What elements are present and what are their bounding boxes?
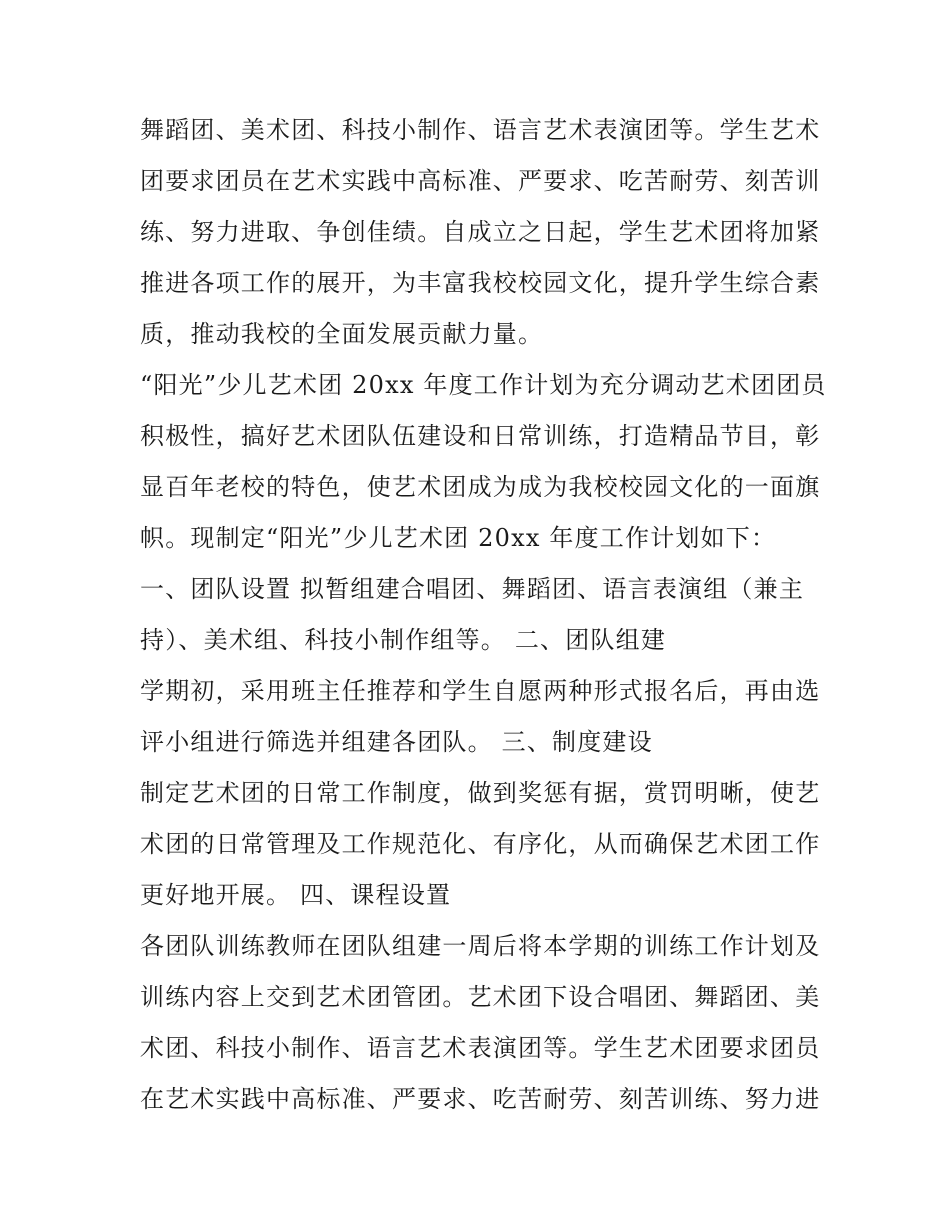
text-line-20: 在艺术实践中高标准、严要求、吃苦耐劳、刻苦训练、努力进 bbox=[140, 1085, 821, 1113]
text-line-10: 一、团队设置 拟暂组建合唱团、舞蹈团、语言表演组（兼主 bbox=[140, 575, 805, 603]
text-line-5: 质，推动我校的全面发展贡献力量。 bbox=[140, 320, 544, 348]
text-line-15: 术团的日常管理及工作规范化、有序化，从而确保艺术团工作 bbox=[140, 830, 821, 858]
text-line-17: 各团队训练教师在团队组建一周后将本学期的训练工作计划及 bbox=[140, 932, 821, 960]
text-line-4: 推进各项工作的展开，为丰富我校校园文化，提升学生综合素 bbox=[140, 269, 821, 297]
text-line-6: “阳光”少儿艺术团 20xx 年度工作计划为充分调动艺术团团员 bbox=[140, 371, 827, 399]
text-line-19: 术团、科技小制作、语言艺术表演团等。学生艺术团要求团员 bbox=[140, 1034, 821, 1062]
text-line-3: 练、努力进取、争创佳绩。自成立之日起，学生艺术团将加紧 bbox=[140, 218, 821, 246]
text-line-16: 更好地开展。 四、课程设置 bbox=[140, 881, 452, 909]
text-line-1: 舞蹈团、美术团、科技小制作、语言艺术表演团等。学生艺术 bbox=[140, 116, 821, 144]
text-line-7: 积极性，搞好艺术团队伍建设和日常训练，打造精品节目，彰 bbox=[140, 422, 821, 450]
text-line-2: 团要求团员在艺术实践中高标准、严要求、吃苦耐劳、刻苦训 bbox=[140, 167, 821, 195]
text-line-14: 制定艺术团的日常工作制度，做到奖惩有据，赏罚明晰，使艺 bbox=[140, 779, 821, 807]
text-line-18: 训练内容上交到艺术团管团。艺术团下设合唱团、舞蹈团、美 bbox=[140, 983, 821, 1011]
text-line-11: 持）、美术组、科技小制作组等。 二、团队组建 bbox=[140, 626, 667, 654]
body-text bbox=[140, 105, 830, 1125]
text-line-9: 帜。现制定“阳光”少儿艺术团 20xx 年度工作计划如下： bbox=[140, 524, 777, 552]
text-line-12: 学期初，采用班主任推荐和学生自愿两种形式报名后，再由选 bbox=[140, 677, 821, 705]
text-line-8: 显百年老校的特色，使艺术团成为成为我校校园文化的一面旗 bbox=[140, 473, 821, 501]
text-line-13: 评小组进行筛选并组建各团队。 三、制度建设 bbox=[140, 728, 653, 756]
